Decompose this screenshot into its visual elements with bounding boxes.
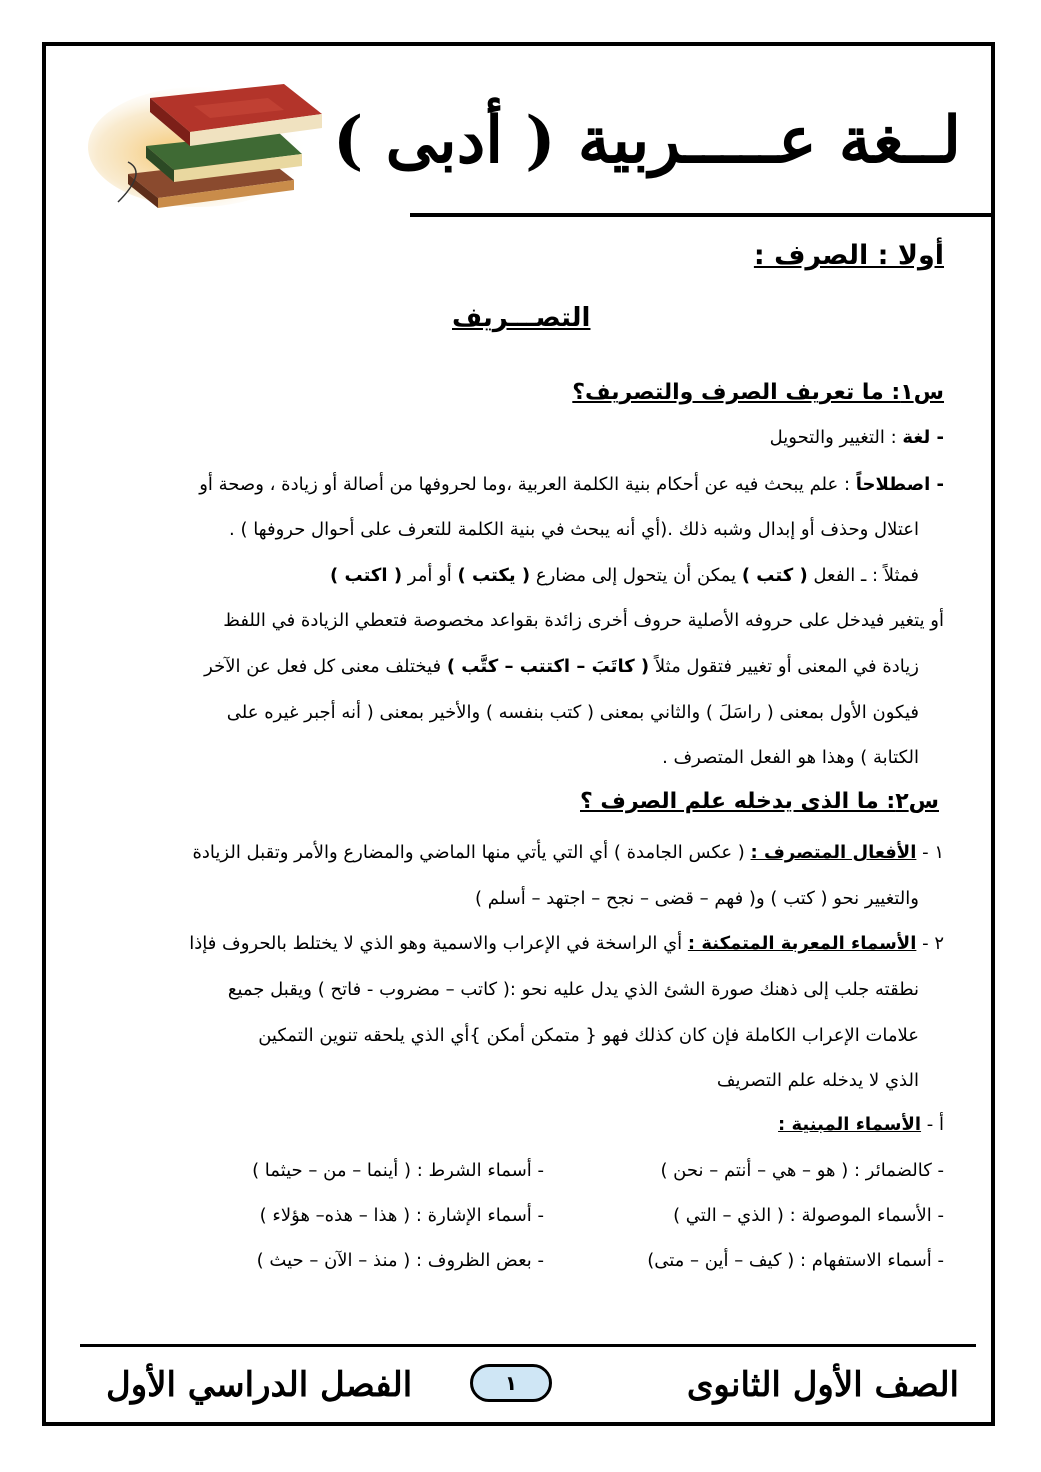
example-text: فمثلاً : ـ الفعل: [807, 565, 919, 586]
paragraph-line: نطقته جلب إلى ذهنك صورة الشئ الذي يدل عليه نحو :( كاتب – مضروب - فاتح ) ويقبل جميع: [227, 979, 919, 1000]
example-text: أو أمر: [402, 565, 458, 586]
built-nouns-item: - أسماء الإشارة : ( هذا – هذه– هؤلاء ): [259, 1205, 544, 1226]
definition-language-text: : التغيير والتحويل: [769, 427, 903, 448]
footer-grade: الصف الأول الثانوى: [686, 1365, 959, 1405]
point-2-text: أي الراسخة في الإعراب والاسمية وهو الذي لا يختلط بالحروف فإذا: [189, 933, 688, 954]
page-title: لــغة عـــــربية ( أدبى ): [333, 103, 961, 178]
point-number: ٢ -: [916, 933, 944, 954]
question-2-heading: س٢: ما الذى يدخله علم الصرف ؟: [580, 789, 939, 814]
definition-technical-text: : علم يبحث فيه عن أحكام بنية الكلمة العربية ،وما لحروفها من أصالة أو زيادة ، وصحة أو: [199, 474, 856, 495]
built-nouns-item: - بعض الظروف : ( منذ – الآن – حيث ): [256, 1250, 544, 1271]
paragraph-line: الكتابة ) وهذا هو الفعل المتصرف .: [662, 747, 919, 768]
sub-number: أ -: [921, 1114, 944, 1135]
paragraph-line: والتغيير نحو ( كتب ) و( فهم – قضى – نجح – اجتهد – أسلم ): [475, 888, 919, 909]
paragraph-text: زيادة في المعنى أو تغيير فتقول مثلاً: [649, 656, 919, 677]
page-number: ١: [470, 1364, 552, 1402]
point-1-label: الأفعال المتصرف :: [750, 842, 917, 863]
paragraph-line: [204, 652, 919, 682]
header-divider: [410, 213, 995, 217]
built-nouns-item: - الأسماء الموصولة : ( الذي – التي ): [673, 1205, 944, 1226]
built-nouns-item: - أسماء الاستفهام : ( كيف – أين – متى): [647, 1250, 944, 1271]
example-verb: ( كتب ): [741, 565, 808, 586]
example-text: يمكن أن يتحول إلى مضارع: [530, 565, 742, 586]
definition-technical: [199, 470, 944, 500]
definition-technical-label: - اصطلاحاً: [855, 474, 944, 495]
footer-term: الفصل الدراسي الأول: [106, 1365, 413, 1405]
point-2-label: الأسماء المعربة المتمكنة :: [687, 933, 917, 954]
question-1-heading: س١: ما تعريف الصرف والتصريف؟: [572, 380, 944, 405]
subheading-built-nouns: [778, 1110, 944, 1140]
definition-language-label: - لغة: [902, 427, 944, 448]
example-verb: ( يكتب ): [457, 565, 531, 586]
point-2-line: [189, 929, 944, 959]
books-illustration: [88, 62, 350, 212]
point-number: ١ -: [916, 842, 944, 863]
paragraph-line: فيكون الأول بمعنى ( راسَلَ ) والثاني بمعنى ( كتب بنفسه ) والأخير بمعنى ( أنه أجبر غيره على: [226, 702, 919, 723]
sub-label: الأسماء المبنية :: [778, 1114, 922, 1135]
section-heading: أولا : الصرف :: [753, 240, 944, 271]
paragraph-text: فيختلف معنى كل فعل عن الآخر: [204, 656, 447, 677]
example-verbs: ( كاتَبَ – اكتتب – كتَّب ): [446, 656, 650, 677]
paragraph-line: الذي لا يدخله علم التصريف: [716, 1070, 919, 1091]
paragraph-line: اعتلال وحذف أو إبدال وشبه ذلك .(أي أنه يبحث في بنية الكلمة للتعرف على أحوال حروفها ) .: [229, 519, 919, 540]
example-verb: ( اكتب ): [330, 565, 403, 586]
paragraph-line: أو يتغير فيدخل على حروفه الأصلية حروف أخرى زائدة بقواعد مخصوصة فتعطي الزيادة في اللفظ: [223, 610, 944, 631]
footer-divider: [80, 1344, 976, 1347]
point-1-line: [192, 838, 944, 868]
built-nouns-item: - كالضمائر : ( هو – هي – أنتم – نحن ): [660, 1160, 944, 1181]
paragraph-line: علامات الإعراب الكاملة فإن كان كذلك فهو { متمكن أمكن }أي الذي يلحقه تنوين التمكين: [258, 1025, 919, 1046]
topic-title: التصـــريف: [452, 303, 591, 333]
built-nouns-item: - أسماء الشرط : ( أينما – من – حيثما ): [252, 1160, 544, 1181]
point-1-text: ( عكس الجامدة ) أي التي يأتي منها الماضي والمضارع والأمر وتقبل الزيادة: [192, 842, 751, 863]
definition-language: [770, 423, 944, 453]
example-line: [330, 561, 919, 591]
